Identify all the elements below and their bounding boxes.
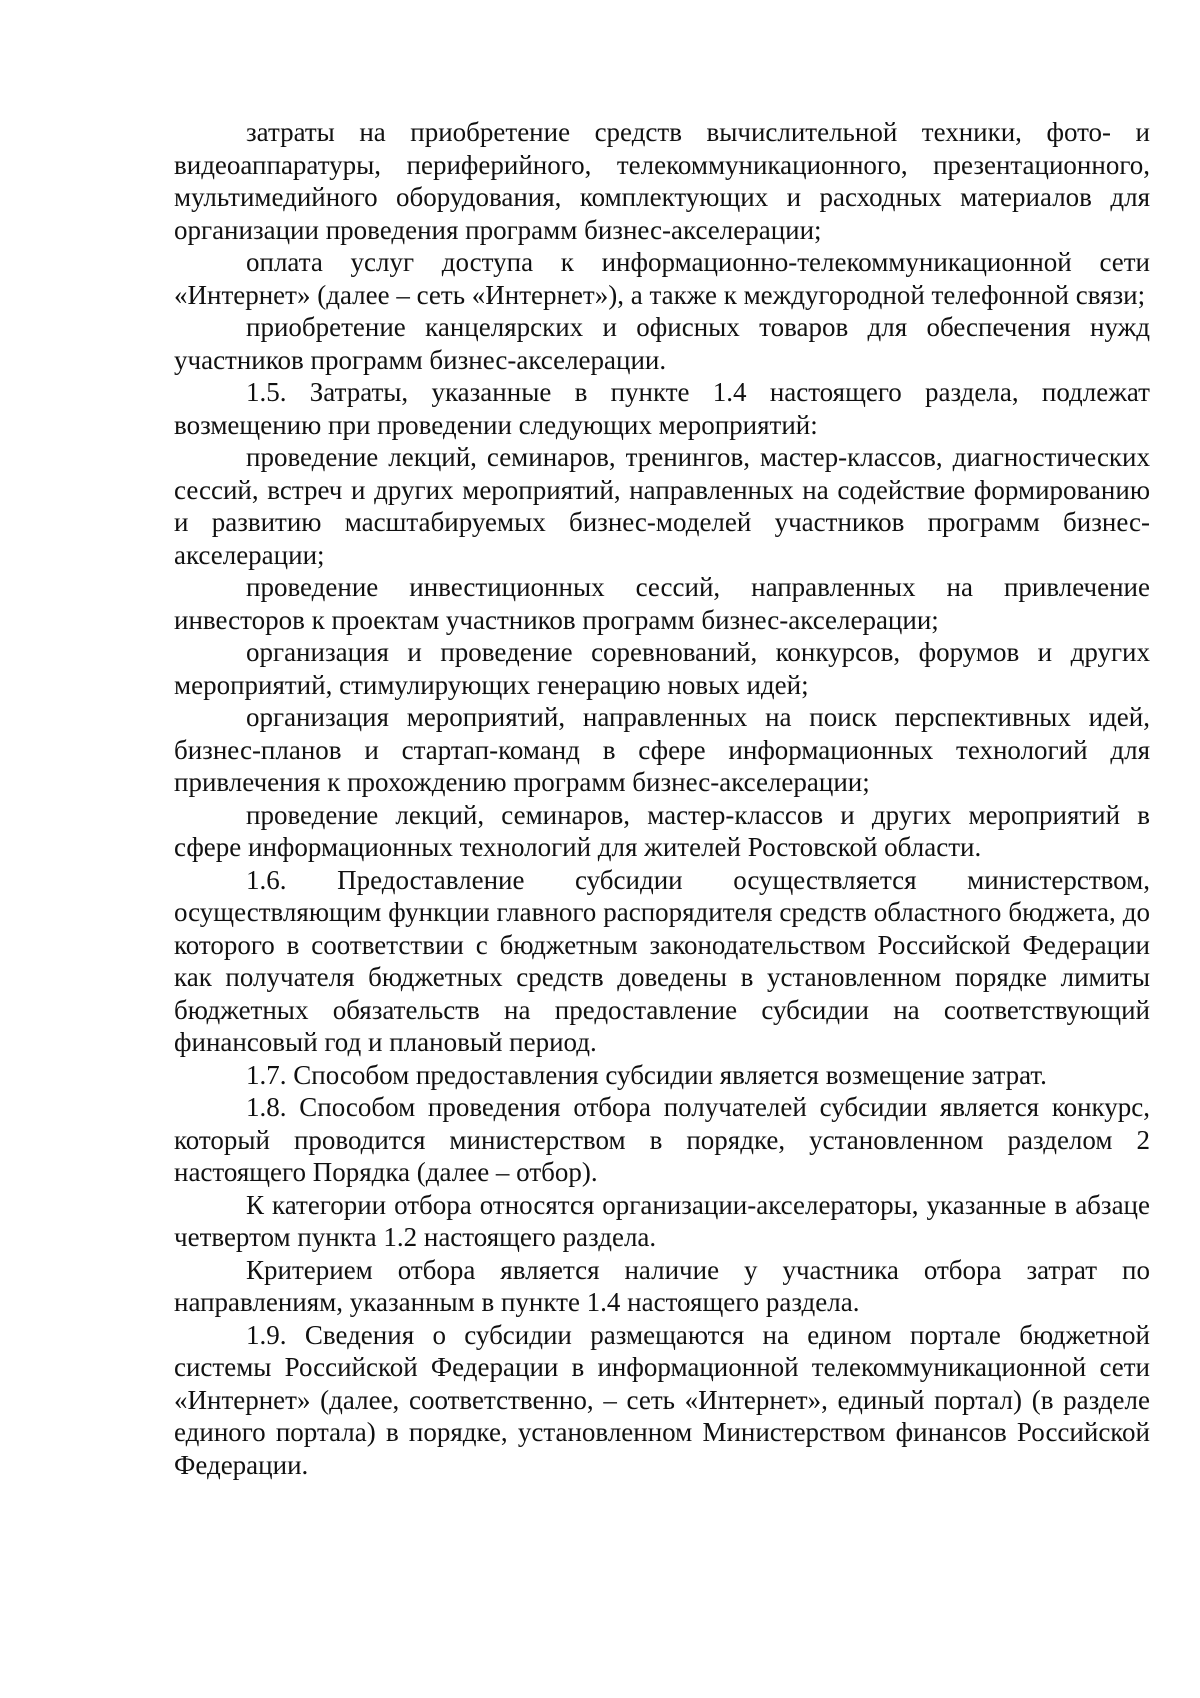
paragraph-clause-1-9: 1.9. Сведения о субсидии размещаются на едином портале бюджетной системы Российской Федерации в информационной телекоммуникационной сети «Интернет» (далее, соответственно, – сеть «Интернет», единый портал) (в разделе единого портала) в порядке, установленном Министерством финансов Российской Федерации. (174, 1319, 1150, 1480)
paragraph-clause-1-8: 1.8. Способом проведения отбора получателей субсидии является конкурс, который проводится министерством в порядке, установленном разделом 2 настоящего Порядка (далее – отбор). (174, 1092, 1150, 1187)
document-body (174, 116, 1150, 1481)
paragraph-competitions: организация и проведение соревнований, конкурсов, форумов и других мероприятий, стимулирующих генерацию новых идей; (174, 637, 1150, 700)
paragraph-lectures-seminars: проведение лекций, семинаров, тренингов, мастер-классов, диагностических сессий, встреч и других мероприятий, направленных на содействие формированию и развитию масштабируемых бизнес-моделей участников программ бизнес-акселерации; (174, 442, 1150, 570)
paragraph-clause-1-5: 1.5. Затраты, указанные в пункте 1.4 настоящего раздела, подлежат возмещению при проведении следующих мероприятий: (174, 377, 1150, 440)
paragraph-investment-sessions: проведение инвестиционных сессий, направленных на привлечение инвесторов к проектам участников программ бизнес-акселерации; (174, 572, 1150, 635)
paragraph-office-supplies: приобретение канцелярских и офисных товаров для обеспечения нужд участников программ бизнес-акселерации. (174, 312, 1150, 375)
paragraph-equipment-costs: затраты на приобретение средств вычислительной техники, фото- и видеоаппаратуры, периферийного, телекоммуникационного, презентационного, мультимедийного оборудования, комплектующих и расходных материалов для организации проведения программ бизнес-акселерации; (174, 117, 1150, 245)
paragraph-it-events: проведение лекций, семинаров, мастер-классов и других мероприятий в сфере информационных технологий для жителей Ростовской области. (174, 799, 1150, 862)
paragraph-selection-category: К категории отбора относятся организации-акселераторы, указанные в абзаце четвертом пункта 1.2 настоящего раздела. (174, 1189, 1150, 1252)
paragraph-clause-1-7: 1.7. Способом предоставления субсидии является возмещение затрат. (246, 1059, 1047, 1090)
paragraph-clause-1-6: 1.6. Предоставление субсидии осуществляется министерством, осуществляющим функции главного распорядителя средств областного бюджета, до которого в соответствии с бюджетным законодательством Российской Федерации как получателя бюджетных средств доведены в установленном порядке лимиты бюджетных обязательств на предоставление субсидии на соответствующий финансовый год и плановый период. (174, 864, 1150, 1057)
paragraph-idea-search: организация мероприятий, направленных на поиск перспективных идей, бизнес-планов и стартап-команд в сфере информационных технологий для привлечения к прохождению программ бизнес-акселерации; (174, 702, 1150, 797)
paragraph-internet-costs: оплата услуг доступа к информационно-телекоммуникационной сети «Интернет» (далее – сеть «Интернет»), а также к междугородной телефонной связи; (174, 247, 1150, 310)
paragraph-selection-criterion: Критерием отбора является наличие у участника отбора затрат по направлениям, указанным в пункте 1.4 настоящего раздела. (174, 1254, 1150, 1317)
